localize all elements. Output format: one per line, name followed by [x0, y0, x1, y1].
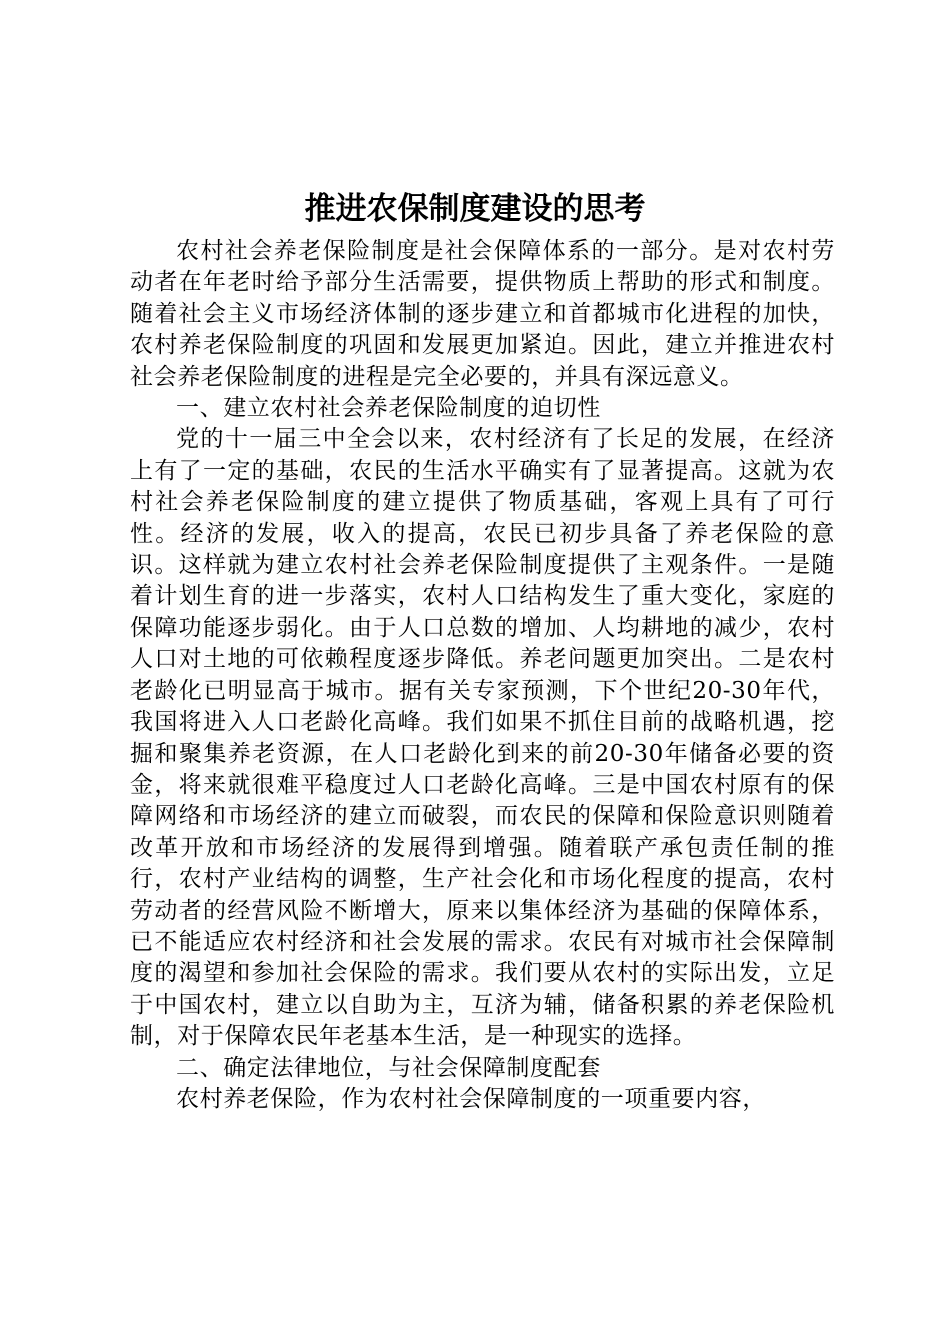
- document-title: 推进农保制度建设的思考: [304, 191, 646, 227]
- section-heading-1: 一、建立农村社会养老保险制度的迫切性: [176, 395, 601, 422]
- section-heading-2: 二、确定法律地位，与社会保障制度配套: [176, 1054, 601, 1081]
- intro-paragraph: 农村社会养老保险制度是社会保障体系的一部分。是对农村劳动者在年老时给予部分生活需要，提供物质上帮助的形式和制度。随着社会主义市场经济体制的逐步建立和首都城市化进程的加快，农村养老保险制度的巩固和发展更加紧迫。因此，建立并推进农村社会养老保险制度的进程是完全必要的，并具有深远意义。: [130, 238, 835, 390]
- section-1-paragraph: 党的十一届三中全会以来，农村经济有了长足的发展，在经济上有了一定的基础，农民的生活水平确实有了显著提高。这就为农村社会养老保险制度的建立提供了物质基础，客观上具有了可行性。经济的发展，收入的提高，农民已初步具备了养老保险的意识。这样就为建立农村社会养老保险制度提供了主观条件。一是随着计划生育的进一步落实，农村人口结构发生了重大变化，家庭的保障功能逐步弱化。由于人口总数的增加、人均耕地的减少，农村人口对土地的可依赖程度逐步降低。养老问题更加突出。二是农村老龄化已明显高于城市。据有关专家预测，下个世纪20-30年代，我国将进入人口老龄化高峰。我们如果不抓住目前的战略机遇，挖掘和聚集养老资源，在人口老龄化到来的前20-30年储备必要的资金，将来就很难平稳度过人口老龄化高峰。三是中国农村原有的保障网络和市场经济的建立而破裂，而农民的保障和保险意识则随着改革开放和市场经济的发展得到增强。随着联产承包责任制的推行，农村产业结构的调整，生产社会化和市场化程度的提高，农村劳动者的经营风险不断增大，原来以集体经济为基础的保障体系，已不能适应农村经济和社会发展的需求。农民有对城市社会保障制度的渴望和参加社会保险的需求。我们要从农村的实际出发，立足于中国农村，建立以自助为主，互济为辅，储备积累的养老保险机制，对于保障农民年老基本生活，是一种现实的选择。: [130, 426, 835, 1050]
- section-2-paragraph: 农村养老保险，作为农村社会保障制度的一项重要内容，: [176, 1085, 766, 1112]
- document-body: [130, 236, 835, 1115]
